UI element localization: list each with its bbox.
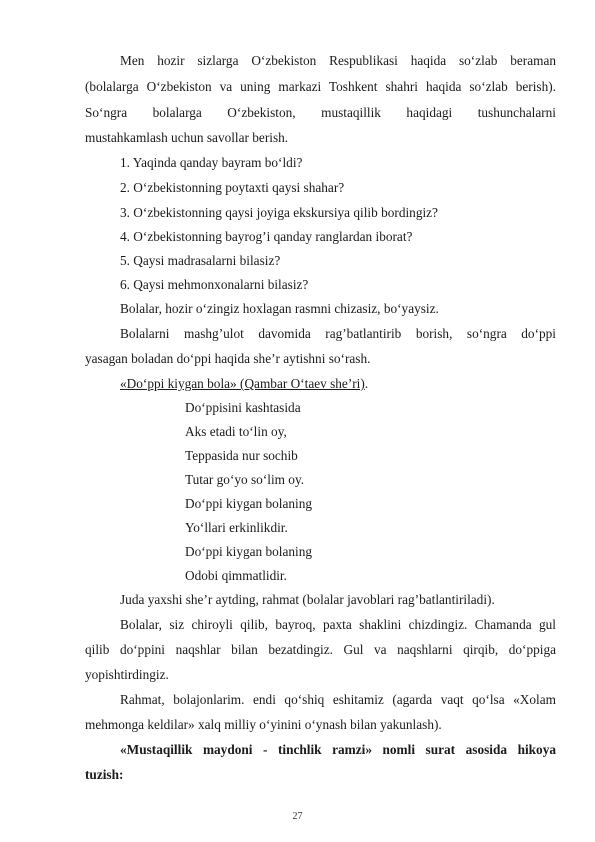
paragraph3-line3: yopishtirdingiz. — [85, 667, 169, 682]
poem-line: Odobi qimmatlidir. — [185, 568, 287, 583]
poem-line: Yo‘llari erkinlikdir. — [185, 520, 288, 535]
drawing-prompt: Bolalar, hozir o‘zingiz hoxlagan rasmni chizasiz, bo‘yaysiz. — [120, 301, 439, 316]
paragraph2-line2: yasagan boladan do‘ppi haqida she’r aytishni so‘rash. — [85, 351, 371, 366]
poem-title-line — [120, 376, 368, 392]
question-item: 6. Qaysi mehmonxonalarni bilasiz? — [120, 277, 309, 292]
poem-line: Do‘ppi kiygan bolaning — [185, 496, 313, 511]
paragraph4-line1: Rahmat, bolajonlarim. endi qo‘shiq eshitamiz (agarda vaqt qo‘lsa «Xolam — [120, 692, 556, 707]
question-item: 2. O‘zbekistonning poytaxti qaysi shahar? — [120, 180, 345, 195]
poem-title: «Do‘ppi kiygan bola» (Qambar O‘taev she’ri) — [120, 376, 365, 391]
poem-line: Aks etadi to‘lin oy, — [185, 424, 287, 439]
poem-line: Do‘ppisini kashtasida — [185, 400, 301, 415]
question-item: 1. Yaqinda qanday bayram bo‘ldi? — [120, 155, 303, 170]
question-item: 3. O‘zbekistonning qaysi joyiga ekskursiya qilib bordingiz? — [120, 205, 438, 220]
praise-line: Juda yaxshi she’r aytding, rahmat (bolalar javoblari rag’batlantiriladi). — [120, 592, 495, 607]
paragraph3-line1: Bolalar, siz chiroyli qilib, bayroq, paxta shaklini chizdingiz. Chamanda gul — [120, 617, 556, 632]
paragraph1-line4: mustahkamlash uchun savollar berish. — [85, 130, 289, 145]
question-item: 4. O‘zbekistonning bayrog’i qanday ranglardan iborat? — [120, 229, 413, 244]
paragraph4-line2: mehmonga keldilar» xalq milliy o‘yinini o‘ynash bilan yakunlash). — [85, 717, 442, 732]
poem-line: Teppasida nur sochib — [185, 448, 298, 463]
question-item: 5. Qaysi madrasalarni bilasiz? — [120, 253, 281, 268]
page-number: 27 — [292, 811, 303, 822]
section-heading-line1: «Mustaqillik maydoni - tinchlik ramzi» nomli surat asosida hikoya — [120, 742, 556, 757]
paragraph1-line3: So‘ngra bolalarga O‘zbekiston, mustaqillik haqidagi tushunchalarni — [85, 105, 556, 120]
paragraph1-line2: (bolalarga O‘zbekiston va uning markazi Toshkent shahri haqida so‘zlab berish). — [85, 79, 556, 94]
poem-line: Tutar go‘yo so‘lim oy. — [185, 472, 305, 487]
paragraph1-line1: Men hozir sizlarga O‘zbekiston Respublikasi haqida so‘zlab beraman — [120, 53, 556, 68]
paragraph3-line2: qilib do‘ppini naqshlar bilan bezatdingiz. Gul va naqshlarni qirqib, do‘ppiga — [85, 642, 556, 657]
poem-line: Do‘ppi kiygan bolaning — [185, 544, 313, 559]
poem-title-period: . — [364, 376, 369, 391]
paragraph2-line1: Bolalarni mashg’ulot davomida rag’batlantirib borish, so‘ngra do‘ppi — [120, 326, 556, 341]
section-heading-line2: tuzish: — [85, 767, 124, 782]
